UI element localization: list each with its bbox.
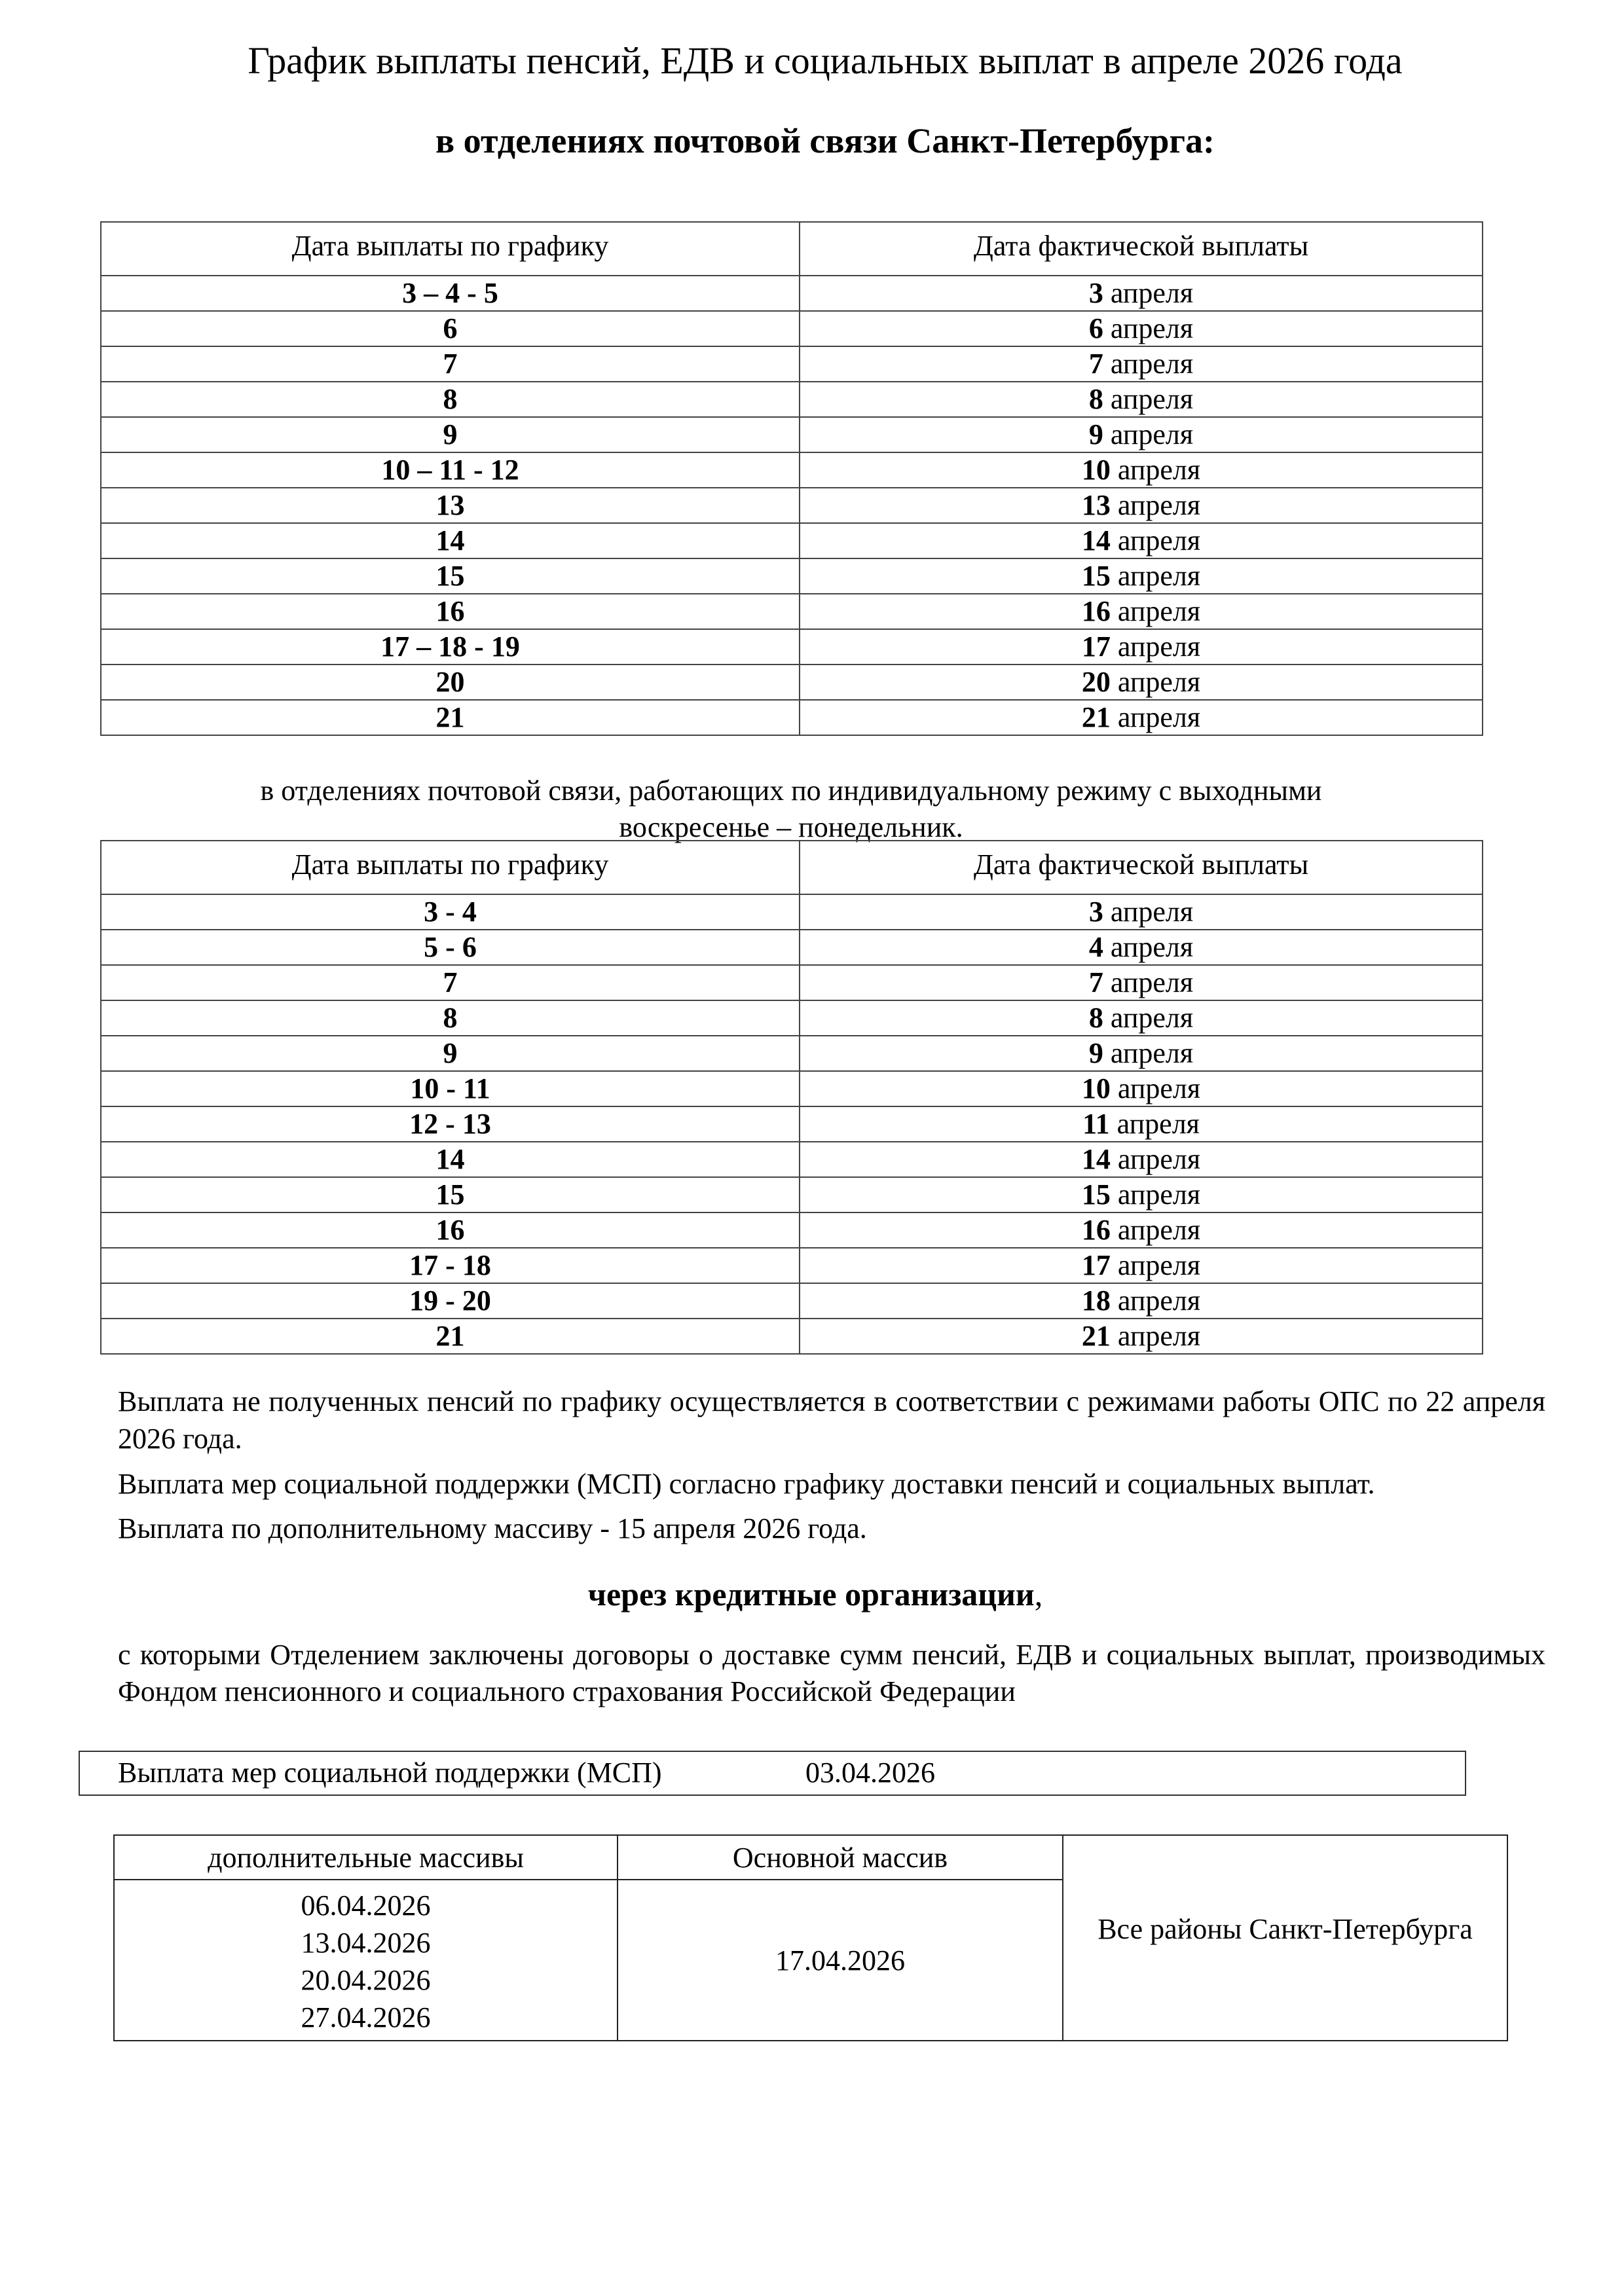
- individual-section-caption: [100, 773, 1482, 846]
- actual-day: 9: [1088, 418, 1103, 450]
- table-row: [101, 417, 1483, 452]
- table-row: [101, 965, 1483, 1000]
- month-word: апреля: [1117, 1285, 1201, 1317]
- table-row: [101, 558, 1483, 594]
- additional-date: 27.04.2026: [301, 2001, 431, 2033]
- actual-day: 13: [1081, 489, 1111, 521]
- actual-day: 10: [1081, 1072, 1111, 1104]
- caption-line-2: воскресенье – понедельник.: [619, 811, 963, 843]
- actual-day: 17: [1081, 1249, 1111, 1281]
- month-word: апреля: [1110, 348, 1194, 380]
- table-row: [101, 1036, 1483, 1071]
- actual-day: 7: [1088, 348, 1103, 380]
- scheduled-date-cell: 16: [101, 1212, 800, 1248]
- actual-date-cell: [800, 1319, 1483, 1354]
- scheduled-date-cell: 17 – 18 - 19: [101, 629, 800, 665]
- month-word: апреля: [1117, 1249, 1201, 1281]
- scheduled-date-cell: 14: [101, 1142, 800, 1177]
- scheduled-date-cell: 6: [101, 311, 800, 346]
- actual-date-cell: [800, 452, 1483, 488]
- actual-date-cell: [800, 700, 1483, 735]
- table-row: [101, 1177, 1483, 1212]
- actual-day: 3: [1088, 277, 1103, 309]
- column-header-scheduled: Дата выплаты по графику: [101, 222, 800, 276]
- actual-date-cell: [800, 1177, 1483, 1212]
- table-row: [101, 665, 1483, 700]
- scheduled-date-cell: 8: [101, 1000, 800, 1036]
- individual-schedule-body: [101, 894, 1483, 1354]
- actual-day: 21: [1081, 701, 1111, 733]
- scheduled-date-cell: 13: [101, 488, 800, 523]
- actual-date-cell: [800, 1036, 1483, 1071]
- month-word: апреля: [1117, 1143, 1201, 1175]
- table-row: [101, 594, 1483, 629]
- actual-day: 21: [1081, 1320, 1111, 1352]
- note-unreceived-pensions: Выплата не полученных пенсий по графику осуществляется в соответствии с режимами работы ОПС по 22 апреля 2026 года.: [118, 1385, 1545, 1455]
- scheduled-date-cell: 8: [101, 382, 800, 417]
- table-row: [101, 1212, 1483, 1248]
- month-word: апреля: [1117, 1178, 1201, 1211]
- actual-day: 6: [1088, 312, 1103, 344]
- actual-day: 10: [1081, 454, 1111, 486]
- actual-date-cell: [800, 594, 1483, 629]
- month-word: апреля: [1117, 1072, 1201, 1104]
- actual-day: 11: [1082, 1108, 1110, 1140]
- actual-date-cell: [800, 894, 1483, 930]
- actual-date-cell: [800, 1142, 1483, 1177]
- actual-date-cell: [800, 488, 1483, 523]
- actual-date-cell: [800, 930, 1483, 965]
- scheduled-date-cell: 5 - 6: [101, 930, 800, 965]
- actual-date-cell: [800, 1212, 1483, 1248]
- month-word: апреля: [1117, 524, 1201, 556]
- table-row: [101, 382, 1483, 417]
- month-word: апреля: [1110, 1002, 1194, 1034]
- credit-heading-suffix: ,: [1034, 1576, 1043, 1613]
- table-row: [101, 1248, 1483, 1283]
- table-row: [101, 1071, 1483, 1106]
- scheduled-date-cell: 9: [101, 417, 800, 452]
- scheduled-date-cell: 19 - 20: [101, 1283, 800, 1319]
- table-row: [101, 1283, 1483, 1319]
- note-msp: Выплата мер социальной поддержки (МСП) согласно графику доставки пенсий и социальных выплат.: [118, 1468, 1375, 1500]
- scheduled-date-cell: 15: [101, 1177, 800, 1212]
- actual-date-cell: [800, 1283, 1483, 1319]
- month-word: апреля: [1117, 701, 1201, 733]
- month-word: апреля: [1117, 454, 1201, 486]
- main-array-date: 17.04.2026: [618, 1880, 1063, 2041]
- column-header-actual: Дата фактической выплаты: [800, 222, 1483, 276]
- actual-day: 14: [1081, 524, 1111, 556]
- actual-date-cell: [800, 523, 1483, 558]
- month-word: апреля: [1110, 277, 1194, 309]
- scheduled-date-cell: 10 – 11 - 12: [101, 452, 800, 488]
- table-header-row: [101, 841, 1483, 894]
- scheduled-date-cell: 16: [101, 594, 800, 629]
- actual-date-cell: [800, 1071, 1483, 1106]
- page-subtitle: в отделениях почтовой связи Санкт-Петербурга:: [435, 121, 1215, 160]
- scheduled-date-cell: 20: [101, 665, 800, 700]
- column-header-additional-arrays: дополнительные массивы: [114, 1835, 618, 1880]
- actual-date-cell: [800, 1248, 1483, 1283]
- actual-day: 14: [1081, 1143, 1111, 1175]
- caption-line-1: в отделениях почтовой связи, работающих по индивидуальному режиму с выходными: [260, 774, 1322, 807]
- table-row: [101, 894, 1483, 930]
- actual-date-cell: [800, 629, 1483, 665]
- table-row: [101, 930, 1483, 965]
- actual-day: 15: [1081, 1178, 1111, 1211]
- table-row: [101, 1319, 1483, 1354]
- msp-date: 03.04.2026: [805, 1757, 935, 1789]
- month-word: апреля: [1110, 418, 1194, 450]
- main-schedule-body: [101, 276, 1483, 735]
- table-row: [101, 346, 1483, 382]
- table-header-row: [101, 222, 1483, 276]
- actual-day: 17: [1081, 630, 1111, 663]
- region-cell: Все районы Санкт-Петербурга: [1063, 1835, 1507, 2041]
- scheduled-date-cell: 7: [101, 346, 800, 382]
- actual-date-cell: [800, 1000, 1483, 1036]
- scheduled-date-cell: 17 - 18: [101, 1248, 800, 1283]
- actual-day: 9: [1088, 1037, 1103, 1069]
- actual-date-cell: [800, 276, 1483, 311]
- table-row: [101, 629, 1483, 665]
- column-header-actual: Дата фактической выплаты: [800, 841, 1483, 894]
- month-word: апреля: [1110, 966, 1194, 998]
- actual-day: 3: [1088, 896, 1103, 928]
- additional-dates-cell: [114, 1880, 618, 2041]
- scheduled-date-cell: 3 – 4 - 5: [101, 276, 800, 311]
- scheduled-date-cell: 21: [101, 700, 800, 735]
- page-title: График выплаты пенсий, ЕДВ и социальных выплат в апреле 2026 года: [248, 39, 1403, 82]
- actual-day: 8: [1088, 383, 1103, 415]
- month-word: апреля: [1116, 1108, 1200, 1140]
- scheduled-date-cell: 3 - 4: [101, 894, 800, 930]
- month-word: апреля: [1110, 931, 1194, 963]
- additional-date: 20.04.2026: [301, 1964, 431, 1996]
- table-row: [101, 452, 1483, 488]
- msp-payment-box: [79, 1751, 1466, 1796]
- additional-date: 13.04.2026: [301, 1927, 431, 1959]
- actual-date-cell: [800, 417, 1483, 452]
- scheduled-date-cell: 12 - 13: [101, 1106, 800, 1142]
- table-row: [101, 276, 1483, 311]
- actual-day: 4: [1088, 931, 1103, 963]
- note-additional-array: Выплата по дополнительному массиву - 15 апреля 2026 года.: [118, 1512, 867, 1544]
- actual-day: 8: [1088, 1002, 1103, 1034]
- table-row: [101, 488, 1483, 523]
- actual-date-cell: [800, 382, 1483, 417]
- arrays-table: [113, 1834, 1508, 2041]
- msp-label: Выплата мер социальной поддержки (МСП): [118, 1757, 662, 1789]
- table-row: [101, 1106, 1483, 1142]
- main-schedule-table: [100, 221, 1483, 736]
- table-row: [101, 311, 1483, 346]
- month-word: апреля: [1117, 1320, 1201, 1352]
- credit-heading-text: через кредитные организации: [587, 1576, 1035, 1613]
- column-header-scheduled: Дата выплаты по графику: [101, 841, 800, 894]
- scheduled-date-cell: 9: [101, 1036, 800, 1071]
- month-word: апреля: [1117, 595, 1201, 627]
- actual-day: 20: [1081, 666, 1111, 698]
- month-word: апреля: [1117, 666, 1201, 698]
- scheduled-date-cell: 10 - 11: [101, 1071, 800, 1106]
- scheduled-date-cell: 21: [101, 1319, 800, 1354]
- month-word: апреля: [1117, 560, 1201, 592]
- month-word: апреля: [1110, 383, 1194, 415]
- table-row: [101, 1142, 1483, 1177]
- column-header-main-array: Основной массив: [618, 1835, 1063, 1880]
- month-word: апреля: [1117, 1214, 1201, 1246]
- month-word: апреля: [1117, 489, 1201, 521]
- actual-date-cell: [800, 1106, 1483, 1142]
- actual-day: 16: [1081, 1214, 1111, 1246]
- individual-schedule-table: [100, 840, 1483, 1355]
- credit-organizations-description: с которыми Отделением заключены договоры о доставке сумм пенсий, ЕДВ и социальных выплат, производимых Фондом пенсионного и социального страхования Российской Федерации: [118, 1639, 1545, 1707]
- actual-date-cell: [800, 665, 1483, 700]
- month-word: апреля: [1110, 896, 1194, 928]
- actual-day: 7: [1088, 966, 1103, 998]
- credit-organizations-heading: [0, 1573, 1624, 1615]
- month-word: апреля: [1117, 630, 1201, 663]
- actual-date-cell: [800, 965, 1483, 1000]
- month-word: апреля: [1110, 312, 1194, 344]
- table-row: [101, 1000, 1483, 1036]
- scheduled-date-cell: 7: [101, 965, 800, 1000]
- actual-date-cell: [800, 311, 1483, 346]
- actual-day: 16: [1081, 595, 1111, 627]
- scheduled-date-cell: 14: [101, 523, 800, 558]
- additional-date: 06.04.2026: [301, 1889, 431, 1922]
- table-row: [101, 700, 1483, 735]
- month-word: апреля: [1110, 1037, 1194, 1069]
- actual-day: 15: [1081, 560, 1111, 592]
- actual-date-cell: [800, 558, 1483, 594]
- actual-date-cell: [800, 346, 1483, 382]
- actual-day: 18: [1081, 1285, 1111, 1317]
- scheduled-date-cell: 15: [101, 558, 800, 594]
- table-row: [101, 523, 1483, 558]
